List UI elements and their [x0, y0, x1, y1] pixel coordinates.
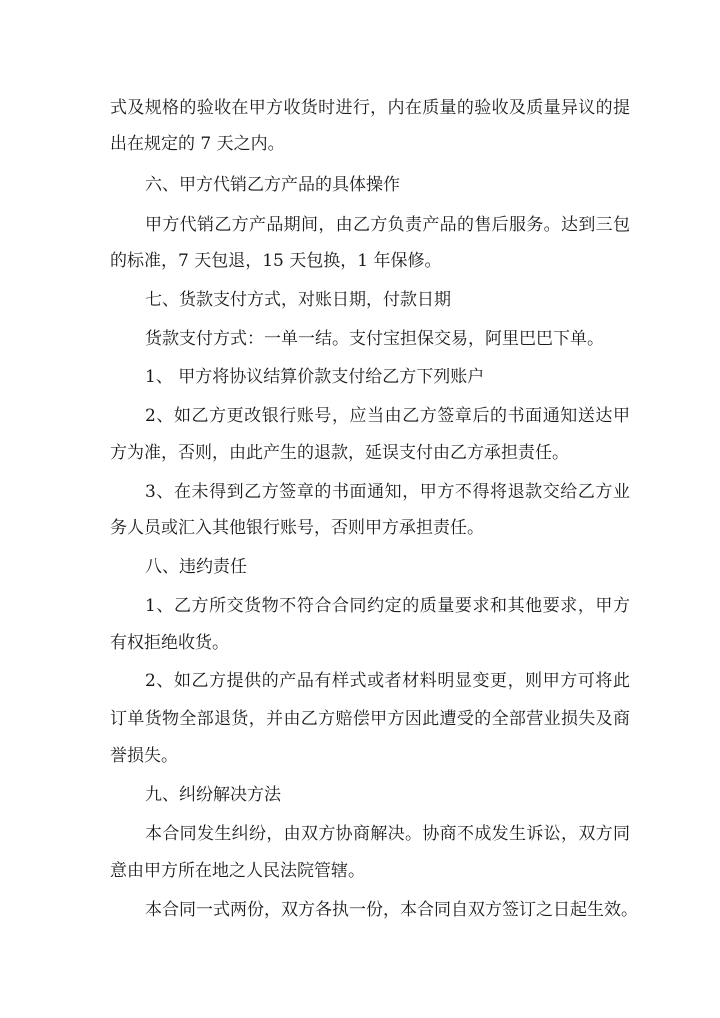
- text-line-22: 本合同一式两份，双方各执一份，本合同自双方签订之日起生效。: [145, 900, 638, 920]
- text-line-14: 1、乙方所交货物不符合合同约定的质量要求和其他要求，甲方: [145, 596, 630, 616]
- text-line-15: 有权拒绝收货。: [110, 633, 229, 653]
- text-line-2: 出在规定的 7 天之内。: [110, 134, 285, 154]
- text-line-20: 本合同发生纠纷，由双方协商解决。协商不成发生诉讼，双方同: [145, 824, 630, 844]
- section-heading-7: 七、货款支付方式，对账日期，付款日期: [145, 290, 451, 310]
- text-line-7: 货款支付方式：一单一结。支付宝担保交易，阿里巴巴下单。: [145, 329, 604, 349]
- text-line-16: 2、如乙方提供的产品有样式或者材料明显变更，则甲方可将此: [145, 671, 630, 691]
- section-heading-6: 六、甲方代销乙方产品的具体操作: [145, 175, 400, 195]
- text-line-1: 式及规格的验收在甲方收货时进行，内在质量的验收及质量异议的提: [110, 98, 630, 118]
- section-heading-8: 八、违约责任: [145, 557, 247, 577]
- text-line-9: 2、如乙方更改银行账号，应当由乙方签章后的书面通知送达甲: [145, 406, 630, 426]
- text-line-10: 方为准，否则，由此产生的退款，延误支付由乙方承担责任。: [110, 443, 569, 463]
- section-heading-9: 九、纠纷解决方法: [145, 785, 281, 805]
- text-line-5: 的标准，7 天包退，15 天包换，1 年保修。: [110, 251, 442, 271]
- text-line-18: 誉损失。: [110, 746, 178, 766]
- text-line-17: 订单货物全部退货，并由乙方赔偿甲方因此遭受的全部营业损失及商: [110, 709, 630, 729]
- text-line-21: 意由甲方所在地之人民法院管辖。: [110, 861, 365, 881]
- text-line-12: 务人员或汇入其他银行账号，否则甲方承担责任。: [110, 518, 484, 538]
- text-line-11: 3、在未得到乙方签章的书面通知，甲方不得将退款交给乙方业: [145, 482, 630, 502]
- text-line-4: 甲方代销乙方产品期间，由乙方负责产品的售后服务。达到三包: [145, 215, 630, 235]
- text-line-8: 1、 甲方将协议结算价款支付给乙方下列账户: [145, 367, 485, 387]
